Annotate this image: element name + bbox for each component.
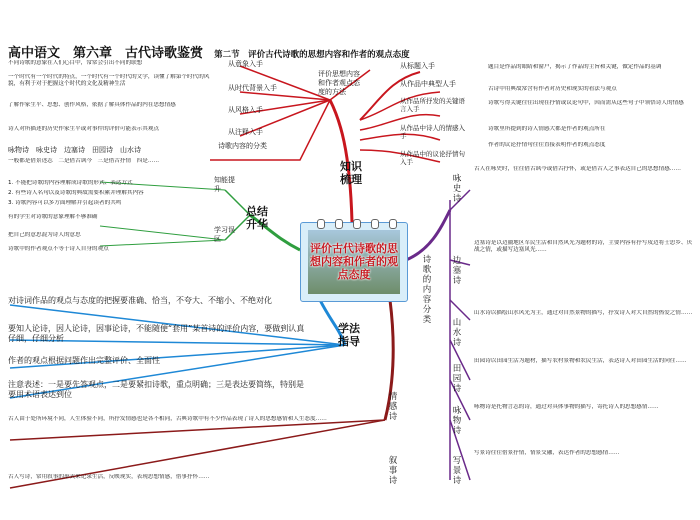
text-mistake-2: 把自己的意思混为诗人的意思 [8, 232, 81, 238]
text-raise-2: 2. 有些诗人名句以及诗歌的典故需要积累并理解其内容 [8, 190, 144, 196]
label-background: 从时代背景入手 [228, 84, 277, 92]
page-subtitle: 第二节 评价古代诗歌的思想内容和作者的观点态度 [214, 50, 410, 60]
text-pastoral: 田园诗以田园生活为题材，描写农村景物和农民生活，表达诗人对田园生活的向往…… [474, 358, 687, 364]
text-mistake-1: 有的学生对诗歌的意象理解不够准确 [8, 214, 98, 220]
page-title: 高中语文 第六章 古代诗歌鉴赏 [8, 46, 204, 61]
label-evaluate: 评价思想内容和作者观点态度的方法 [318, 70, 360, 96]
branch-knowledge: 知识梳理 [340, 160, 362, 186]
text-scenery: 写景诗往往借景抒情，情景交融，表达作者的思想感情…… [474, 450, 620, 456]
text-object: 咏物诗是托物言志的诗，通过对具体事物的描写，寄托诗人的思想感情…… [474, 404, 659, 410]
text-style: 了解作家生平、思想、创作风格，依据了解具体作品的内在思想情感 [8, 102, 176, 108]
label-types: 诗歌内容的分类 [218, 142, 267, 150]
label-lyric: 情感诗 [388, 392, 398, 422]
label-mistake: 学习误区 [214, 226, 235, 243]
text-method-1: 对诗词作品的观点与态度的把握要准确、恰当，不夸大、不缩小、不绝对化 [8, 296, 272, 305]
text-narrative: 古人写诗，常用叙事的形式来记录生活，反映现实，表现思想情感，借事抒怀…… [8, 474, 210, 480]
branch-categories: 诗歌的内容分类 [422, 255, 432, 325]
label-imagery: 从意象入手 [228, 60, 263, 68]
text-imagery: 不同诗歌的意象在人们心目中，常常会引出不同的联想 [8, 60, 143, 66]
text-history: 古人在咏史时，往往借古讽今或借古抒怀，或是借古人之事表达自己的思想情感…… [474, 166, 681, 172]
text-lyric: 古人由于处所环境不同，人生体验不同，所抒发情感也是各不相同，古典诗歌中有不少作品表现了诗人的思想感情和人生态度…… [8, 416, 327, 422]
label-landscape: 山水诗 [452, 318, 462, 348]
text-description: 作者的议论抒情句往往直接表明作者的观点态度 [488, 142, 606, 148]
label-pastoral: 田园诗 [452, 364, 462, 394]
label-raise: 知能提升 [214, 176, 235, 193]
label-feelings: 从作品中诗人的情感入手 [400, 124, 465, 140]
branch-method: 学法指导 [338, 322, 360, 348]
text-frontier: 边塞诗是以边疆地区军民生活和自然风光为题材的诗，主要内容有抒写戍边将士思乡、厌战之情，或描写边塞风光…… [474, 240, 693, 253]
text-landscape: 山水诗以描绘山水风光为主，通过对自然景物的描写，抒发诗人对大自然的热爱之情…… [474, 310, 693, 316]
text-feelings: 诗歌里所提到的诗人情感大都是作者的观点所在 [488, 126, 606, 132]
text-method-3: 作者的观点根据问题作出完整评价、全面性 [8, 356, 160, 365]
text-types: 咏物诗 咏史诗 边塞诗 田园诗 山水诗 [8, 146, 141, 154]
label-description: 从作品中的议论抒情句入手 [400, 150, 465, 166]
label-scenery: 写景诗 [452, 456, 462, 486]
center-title: 评价古代诗歌的思想内容和作者的观点态度 [310, 242, 398, 281]
label-rhetoric: 从作品中典型人手 [400, 80, 456, 88]
text-background: 一个时代有一个时代的特点，一个时代有一个时代的文学，读懂了解第个时代的风貌，有利于对于把握这个时代的文化及精神生活 [8, 74, 210, 87]
label-title: 从标题入手 [400, 62, 435, 70]
label-style: 从风格入手 [228, 106, 263, 114]
text-rhetoric: 古诗中用典故常含有作者对历史和现实的看法与观点 [488, 86, 617, 92]
text-method-2: 要知人论诗，因人论诗，因事论诗，不能随便“套用”某首诗的评价内容，要做到认真仔细，仔细分析 [8, 324, 305, 343]
page-header [8, 42, 410, 61]
center-topic [300, 222, 408, 302]
label-object: 咏物诗 [452, 406, 462, 436]
text-raise-3: 3. 诗歌内容可以多方面理解并引起读者的共鸣 [8, 200, 122, 206]
branch-summary: 总结升华 [246, 205, 268, 231]
label-history: 咏史诗 [452, 174, 462, 204]
text-extra: 一般都是借景述志 二是借古讽今 三是借古抒情 四是…… [8, 158, 160, 164]
text-mistake-3: 诗歌中的作者观点不等于诗人自身的观点 [8, 246, 109, 252]
label-frontier: 边塞诗 [452, 256, 462, 286]
label-narrative: 叙事诗 [388, 456, 398, 486]
text-notes: 诗人对所描述的历史作家生平或对事件的评价可能表示其观点 [8, 126, 160, 132]
center-image [308, 230, 400, 294]
label-notes: 从注释入手 [228, 128, 263, 136]
text-raise-1: 1. 不能把诗歌的内容理解成诗歌的形式、表达方式 [8, 180, 133, 186]
text-keyword: 诗歌写得关键往往出现在抒情或议论句中，因而需从这些句子中领悟诗人的情感 [488, 100, 684, 106]
label-keyword: 从作品所抒发的关键语言入手 [400, 97, 465, 113]
text-title: 题目是作品的眼睛和窗户，揭示了作品的主旨和关键，做定作品的基调 [488, 64, 662, 70]
text-method-4: 注意表述：一是要先答观点，二是要紧扣诗歌，重点明确；三是表达要简练，特别是要用术语表达到位 [8, 380, 304, 399]
